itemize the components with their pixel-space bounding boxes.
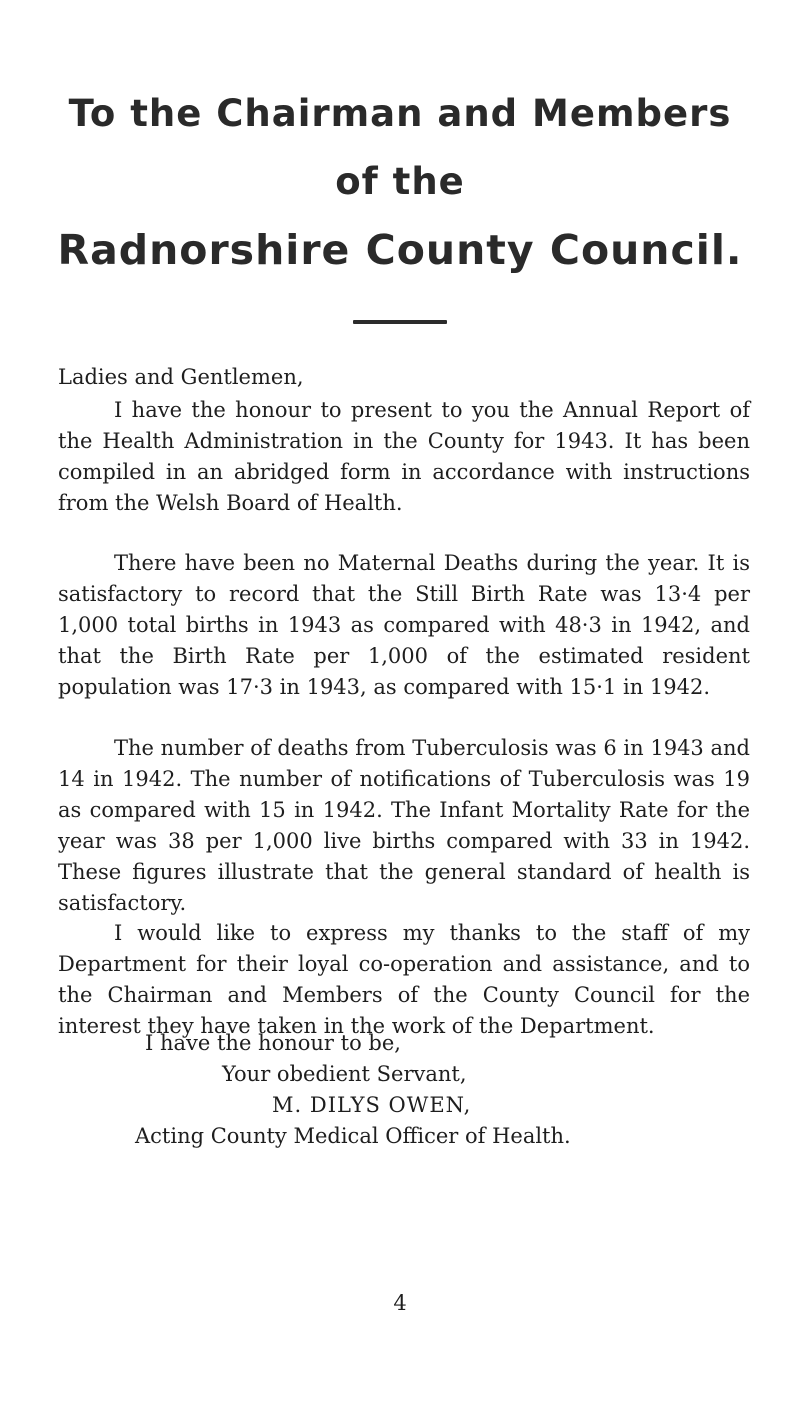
closing-honour-line: I have the honour to be, (145, 1031, 401, 1055)
paragraph-2: There have been no Maternal Deaths during the year. It is satisfactory to record that the Still Birth Rate was 13·4 per 1,000 total births in 1943 as compared with 48·3 in 1942, and that the Birth Rate per 1,000 of the estimated resident population was 17·3 in 1943, as compared with 15·1 in 1942. (58, 551, 750, 699)
paragraph-1: I have the honour to present to you the Annual Report of the Health Administration in the County for 1943. It has been compiled in an abridged form in accordance with instructions from the Welsh Board of Health. (58, 398, 750, 515)
paragraph-3: The number of deaths from Tuberculosis was 6 in 1943 and 14 in 1942. The number of notifications of Tuberculosis was 19 as compared with 15 in 1942. The Infant Mortality Rate for the year was 38 per 1,000 live births compared with 33 in 1942. These figures illustrate that the general standard of health is satisfactory. (58, 736, 750, 915)
heading-line-1: To the Chairman and Members (68, 92, 732, 135)
salutation: Ladies and Gentlemen, (58, 365, 304, 389)
closing-servant-line: Your obedient Servant, (222, 1062, 467, 1086)
decorative-rule (353, 320, 447, 324)
signatory-title: Acting County Medical Officer of Health. (135, 1124, 571, 1148)
heading-line-3: Radnorshire County Council. (57, 226, 743, 274)
heading-line-2: of the (335, 160, 465, 203)
signatory-name: M. DILYS OWEN, (272, 1093, 472, 1117)
page-number: 4 (393, 1291, 407, 1315)
paragraph-4: I would like to express my thanks to the staff of my Department for their loyal co-operation and assistance, and to the Chairman and Members of the County Council for the interest they have taken in the work of the Department. (58, 921, 750, 1038)
